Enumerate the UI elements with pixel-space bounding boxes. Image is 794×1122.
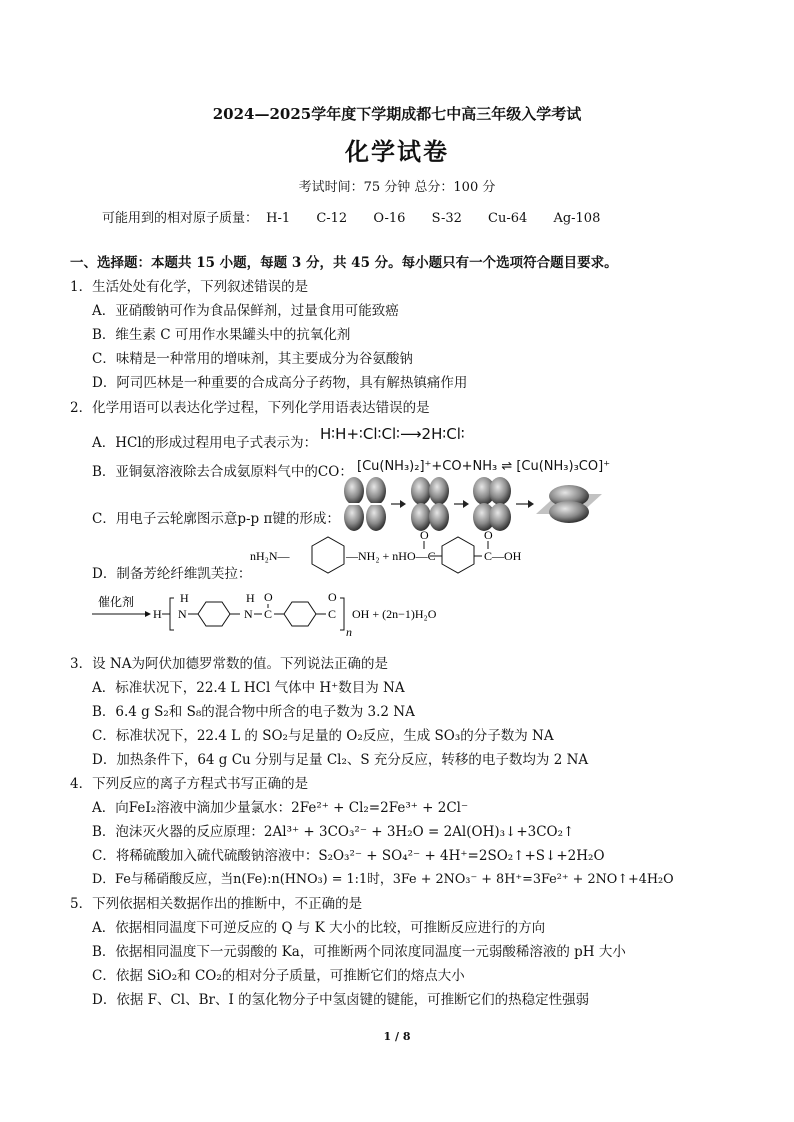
q4-option-c: C．将稀硫酸加入硫代硫酸钠溶液中：S₂O₃²⁻ + SO₄²⁻ + 4H⁺=2SO₂↑+S↓+2H₂O <box>92 848 605 864</box>
q2-a-formula: H∶H+∶Cl∶Cl∶⟶2H∶Cl∶ <box>320 425 465 443</box>
q2-b-formula: [Cu(NH₃)₂]⁺+CO+NH₃ ⇌ [Cu(NH₃)₃CO]⁺ <box>357 459 611 474</box>
q5-option-a: A．依据相同温度下可逆反应的 Q 与 K 大小的比较，可推断反应进行的方向 <box>92 920 546 936</box>
carbonyl-o-4: O <box>328 590 337 604</box>
atomic-masses <box>102 207 622 226</box>
exam-title: 2024—2025学年度下学期成都七中高三年级入学考试 <box>212 105 582 123</box>
subject-title: 化学试卷 <box>345 137 449 166</box>
page-number: 1 / 8 <box>383 1030 411 1043</box>
amide-h-1: H <box>180 591 189 605</box>
q4-option-a: A．向FeI₂溶液中滴加少量氯水：2Fe²⁺ + Cl₂=2Fe³⁺ + 2Cl⁻ <box>92 800 469 816</box>
catalyst-label: 催化剂 <box>98 595 135 609</box>
atomic-label: 可能用到的相对原子质量： <box>102 211 259 226</box>
question-2-stem: 2．化学用语可以表达化学过程，下列化学用语表达错误的是 <box>70 400 430 416</box>
q1-option-c: C．味精是一种常用的增味剂，其主要成分为谷氨酸钠 <box>92 351 413 367</box>
kevlar-product <box>90 590 470 640</box>
p-orbital-pair-2 <box>411 477 449 531</box>
q3-option-c: C．标准状况下，22.4 L 的 SO₂与足量的 O₂反应，生成 SO₃的分子数为 NA <box>92 728 554 744</box>
q2-option-d: D．制备芳纶纤维凯芙拉： <box>92 566 252 582</box>
reactant-diamine-start: nH₂N— <box>250 549 290 563</box>
atomic-mass: Ag-108 <box>553 211 601 226</box>
exam-time: 考试时间：75 分钟 总分：100 分 <box>298 180 496 195</box>
question-3-stem: 3．设 NA为阿伏加德罗常数的值。下列说法正确的是 <box>70 656 388 672</box>
q2-option-b: B．亚铜氨溶液除去合成氨原料气中的CO： <box>92 464 353 480</box>
carbonyl-o-1: O <box>420 528 429 542</box>
q3-option-d: D．加热条件下，64 g Cu 分别与足量 Cl₂、S 充分反应，转移的电子数均为 2 NA <box>92 752 589 768</box>
reactant-diamine-end: —NH₂ + nHO—C <box>346 549 436 563</box>
q5-option-b: B．依据相同温度下一元弱酸的 Ka，可推断两个同浓度同温度一元弱酸稀溶液的 pH 大小 <box>92 944 626 960</box>
section-heading: 一、选择题：本题共 15 小题，每题 3 分，共 45 分。每小题只有一个选项符合题目要求。 <box>70 255 618 271</box>
amide-n-2: N <box>244 607 253 621</box>
question-4-stem: 4．下列反应的离子方程式书写正确的是 <box>70 776 309 792</box>
svg-text:C: C <box>328 607 337 621</box>
q2-option-c: C．用电子云轮廓图示意p-p π键的形成： <box>92 511 340 527</box>
atomic-mass: O-16 <box>373 211 406 226</box>
q2-option-a: A．HCl的形成过程用电子式表示为： <box>92 435 318 451</box>
question-5-stem: 5．下列依据相关数据作出的推断中，不正确的是 <box>70 896 363 912</box>
p-orbital-pair-3 <box>473 477 511 531</box>
amide-h-2: H <box>246 591 255 605</box>
q3-option-b: B．6.4 g S₂和 S₈的混合物中所含的电子数为 3.2 NA <box>92 704 415 720</box>
question-1-stem: 1．生活处处有化学，下列叙述错误的是 <box>70 279 309 295</box>
product-h: H <box>153 607 162 621</box>
q1-option-d: D．阿司匹林是一种重要的合成高分子药物，具有解热镇痛作用 <box>92 375 468 391</box>
atomic-mass: S-32 <box>431 211 462 226</box>
svg-text:C: C <box>264 607 273 621</box>
q4-option-b: B．泡沫灭火器的反应原理：2Al³⁺ + 3CO₃²⁻ + 3H₂O = 2Al(OH)₃↓+3CO₂↑ <box>92 824 575 840</box>
kevlar-reactants <box>250 527 550 577</box>
atomic-mass: Cu-64 <box>488 211 528 226</box>
amide-n-1: N <box>178 607 187 621</box>
reactant-acid-end: C—OH <box>484 549 522 563</box>
atomic-mass: H-1 <box>266 211 291 226</box>
q3-option-a: A．标准状况下，22.4 L HCl 气体中 H⁺数目为 NA <box>92 680 405 696</box>
repeat-n: n <box>346 625 352 639</box>
q4-option-d: D．Fe与稀硝酸反应，当n(Fe):n(HNO₃) = 1:1时，3Fe + 2NO₃⁻ + 8H⁺=3Fe²⁺ + 2NO↑+4H₂O <box>92 872 674 887</box>
q5-option-c: C．依据 SiO₂和 CO₂的相对分子质量，可推断它们的熔点大小 <box>92 968 465 984</box>
q1-option-a: A．亚硝酸钠可作为食品保鲜剂，过量食用可能致癌 <box>92 303 399 319</box>
p-orbital-pair-1 <box>344 477 386 531</box>
q5-option-d: D．依据 F、Cl、Br、I 的氢化物分子中氢卤键的键能，可推断它们的热稳定性强弱 <box>92 992 590 1008</box>
product-end: OH + (2n−1)H₂O <box>352 607 437 621</box>
carbonyl-o-3: O <box>264 590 273 604</box>
pi-bond-result <box>536 485 602 523</box>
atomic-mass: C-12 <box>316 211 348 226</box>
carbonyl-o-2: O <box>484 528 493 542</box>
q1-option-b: B．维生素 C 可用作水果罐头中的抗氧化剂 <box>92 327 351 343</box>
